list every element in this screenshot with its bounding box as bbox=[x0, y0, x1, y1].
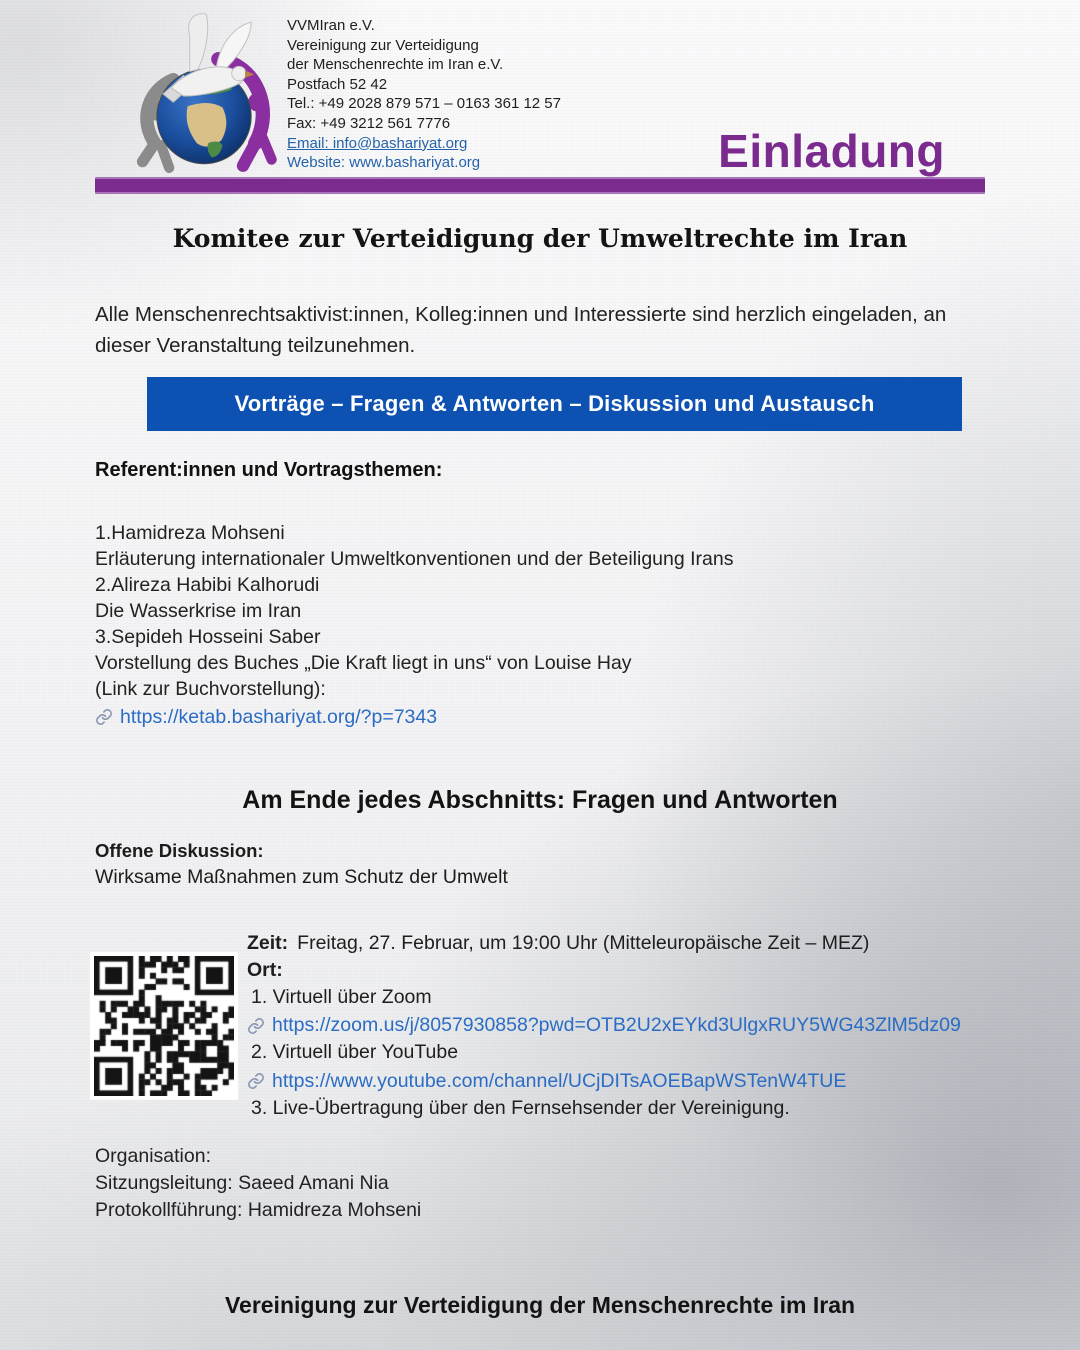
header-divider-bar bbox=[95, 177, 985, 194]
topic-line: (Link zur Buchvorstellung): bbox=[95, 678, 326, 700]
topic-line: Erläuterung internationaler Umweltkonventionen und der Beteiligung Irans bbox=[95, 548, 734, 570]
book-link[interactable]: https://ketab.bashariyat.org/?p=7343 bbox=[120, 706, 438, 728]
location-label: Ort: bbox=[247, 958, 283, 981]
intro-paragraph: Alle Menschenrechtsaktivist:innen, Kolleg:innen und Interessierte sind herzlich eingeladen, an dieser Veranstaltung teilzunehmen. bbox=[95, 303, 947, 357]
session-banner: Vorträge – Fragen & Antworten – Diskussion und Austausch bbox=[147, 377, 962, 431]
time-value: Freitag, 27. Februar, um 19:00 Uhr (Mitteleuropäische Zeit – MEZ) bbox=[297, 932, 870, 954]
discussion-text: Wirksame Maßnahmen zum Schutz der Umwelt bbox=[95, 866, 508, 888]
organisation-block bbox=[95, 1143, 421, 1224]
qa-heading: Am Ende jedes Abschnitts: Fragen und Antworten bbox=[242, 786, 838, 814]
qr-code bbox=[94, 956, 234, 1096]
link-icon bbox=[95, 708, 113, 726]
topic-line: Die Wasserkrise im Iran bbox=[95, 600, 302, 622]
speaker-line: 3.Sepideh Hosseini Saber bbox=[95, 626, 321, 648]
speaker-line: 1.Hamidreza Mohseni bbox=[95, 522, 285, 544]
vvmiran-logo bbox=[126, 12, 280, 176]
organisation-line: Sitzungsleitung: Saeed Amani Nia bbox=[95, 1172, 389, 1194]
org-info bbox=[287, 16, 561, 173]
link-icon bbox=[247, 1072, 265, 1090]
organisation-line: Organisation: bbox=[95, 1145, 211, 1167]
discussion-label: Offene Diskussion: bbox=[95, 840, 264, 861]
org-line: VVMIran e.V. bbox=[287, 17, 375, 34]
qr-code-frame bbox=[90, 952, 238, 1100]
org-line: Fax: +49 3212 561 7776 bbox=[287, 114, 451, 132]
time-label: Zeit: bbox=[247, 932, 289, 954]
website-link[interactable]: Website: www.bashariyat.org bbox=[287, 154, 481, 172]
committee-title: Komitee zur Verteidigung der Umweltrechte im Iran bbox=[172, 224, 908, 253]
youtube-link[interactable]: https://www.youtube.com/channel/UCjDITsAOEBapWSTenW4TUE bbox=[272, 1069, 847, 1092]
option-live: 3. Live-Übertragung über den Fernsehsender der Vereinigung. bbox=[251, 1096, 790, 1119]
zoom-link[interactable]: https://zoom.us/j/8057930858?pwd=OTB2U2xEYkd3UlgxRUY5WG43ZlM5dz09 bbox=[272, 1014, 961, 1037]
email-link[interactable]: Email: info@bashariyat.org bbox=[287, 134, 468, 152]
einladung-title: Einladung bbox=[718, 125, 945, 177]
org-line: der Menschenrechte im Iran e.V. bbox=[287, 56, 504, 74]
link-icon bbox=[247, 1017, 265, 1035]
speakers-heading: Referent:innen und Vortragsthemen: bbox=[95, 459, 443, 481]
org-line: Postfach 52 42 bbox=[287, 75, 388, 93]
topic-line: Vorstellung des Buches „Die Kraft liegt in uns“ von Louise Hay bbox=[95, 652, 632, 674]
organisation-line: Protokollführung: Hamidreza Mohseni bbox=[95, 1199, 422, 1221]
speaker-line: 2.Alireza Habibi Kalhorudi bbox=[95, 574, 320, 596]
option-zoom: 1. Virtuell über Zoom bbox=[251, 985, 432, 1008]
org-line: Vereinigung zur Verteidigung bbox=[287, 36, 479, 54]
footer-title: Vereinigung zur Verteidigung der Menschenrechte im Iran bbox=[224, 1292, 856, 1318]
org-line: Tel.: +49 2028 879 571 – 0163 361 12 57 bbox=[287, 95, 561, 113]
option-youtube: 2. Virtuell über YouTube bbox=[251, 1041, 459, 1064]
event-details bbox=[247, 930, 961, 1122]
speakers-list bbox=[95, 520, 733, 730]
